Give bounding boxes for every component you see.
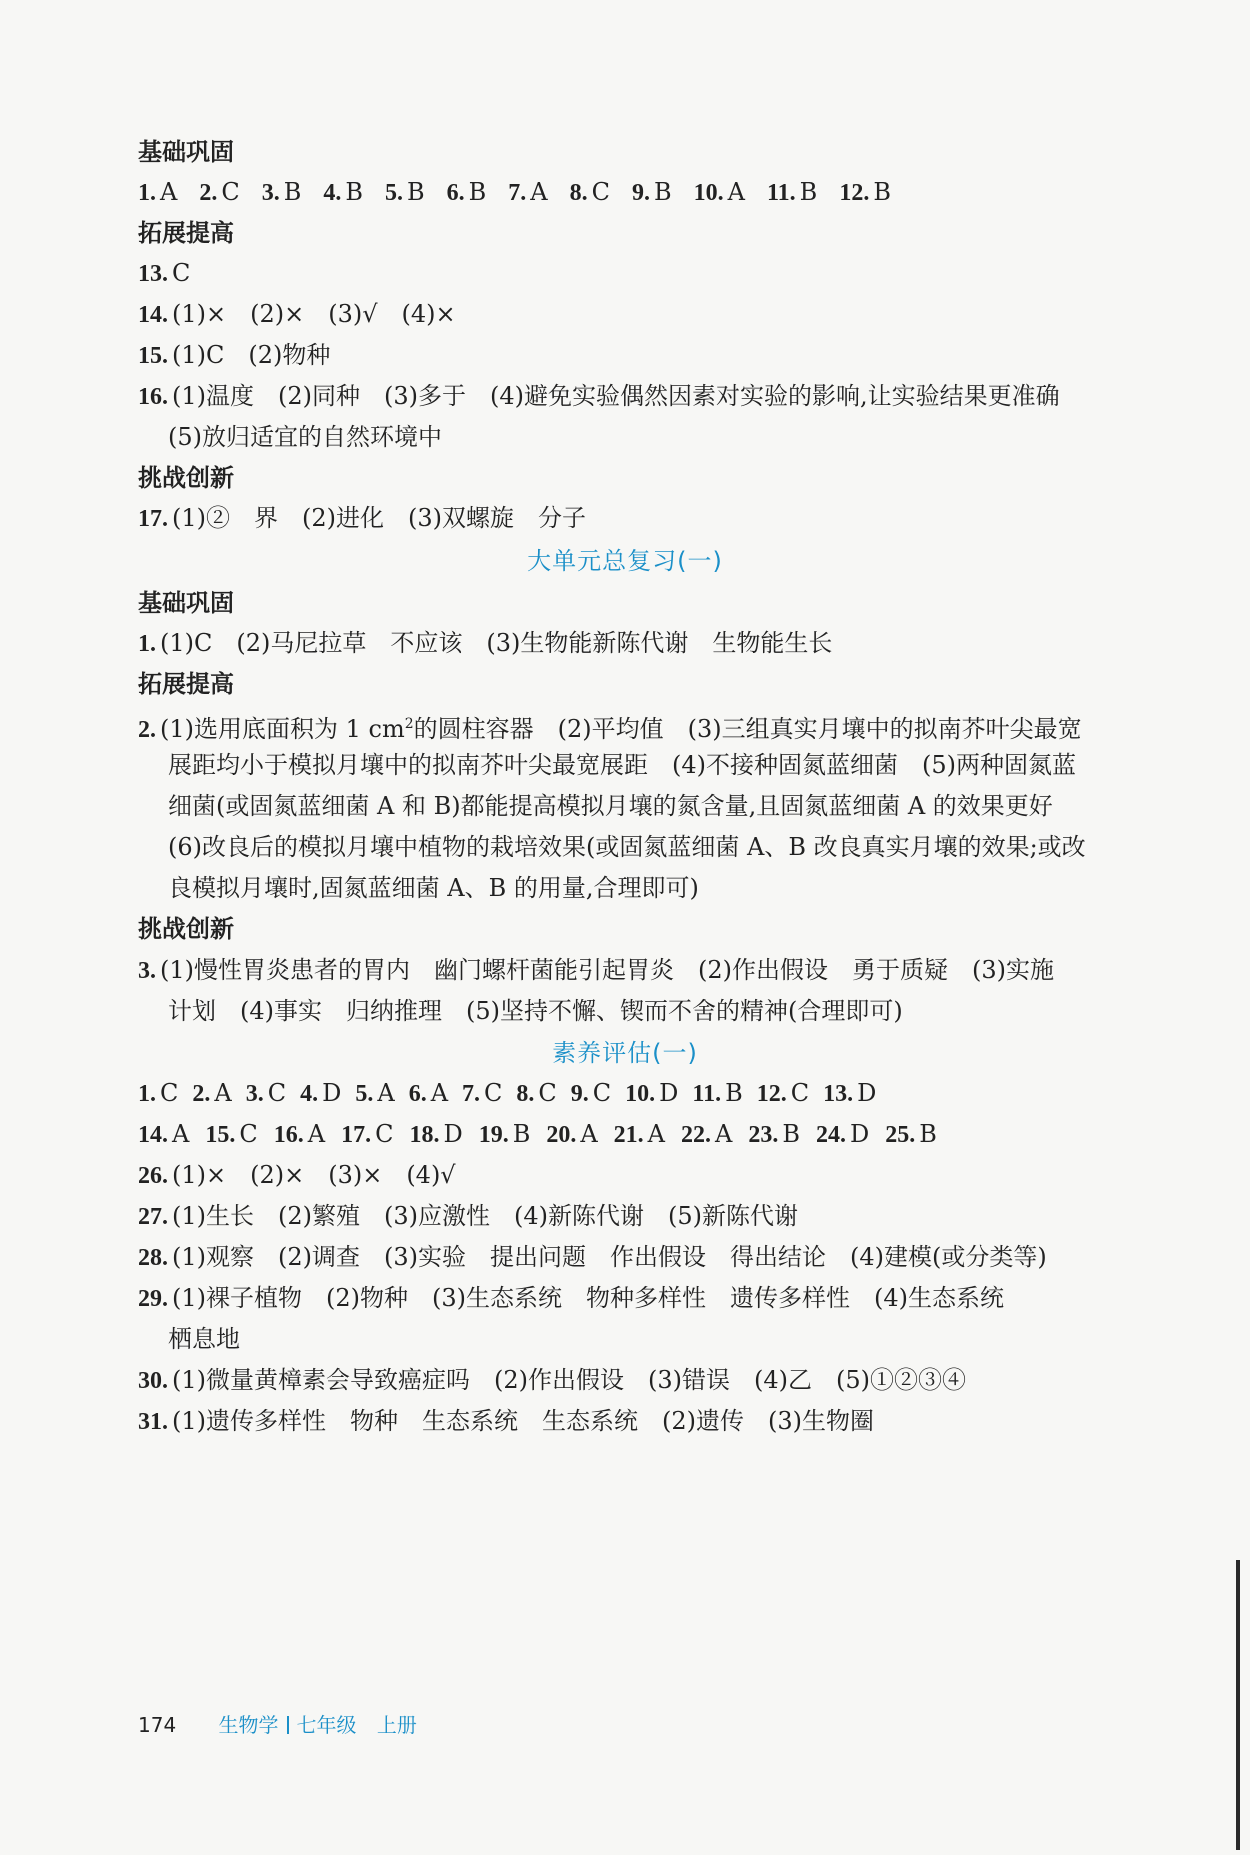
answer-text: (1)裸子植物 (2)物种 (3)生态系统 物种多样性 遗传多样性 (4)生态系统: [172, 1284, 1004, 1312]
answer-choice: C: [591, 178, 610, 206]
question-number: 9.: [570, 1081, 589, 1107]
question-number: 13.: [823, 1081, 854, 1107]
question-number: 4.: [323, 180, 342, 206]
answer-item: [479, 1119, 531, 1150]
review-answer-3-line2: 计划 (4)事实 归纳推理 (5)坚持不懈、锲而不舍的精神(合理即可): [168, 997, 903, 1025]
answer-13: [138, 258, 1170, 289]
question-number: 16.: [138, 384, 168, 410]
question-number: 14.: [138, 302, 168, 328]
question-number: 2.: [192, 1081, 211, 1107]
answer-choice: A: [377, 1079, 395, 1107]
answer-choice: C: [592, 1079, 612, 1107]
answer-item: [681, 1119, 732, 1150]
answer-item: [614, 1119, 665, 1150]
answer-16-continued: (5)放归适宜的自然环境中: [168, 423, 442, 451]
answer-item: [262, 177, 302, 208]
answer-choice: A: [647, 1120, 666, 1148]
assessment-27: [138, 1201, 1170, 1232]
question-number: 3.: [245, 1081, 264, 1107]
answer-choice: D: [857, 1079, 877, 1107]
question-number: 21.: [613, 1122, 644, 1148]
answer-text: (1)× (2)× (3)√ (4)×: [172, 300, 456, 328]
question-number: 6.: [446, 180, 465, 206]
question-number: 8.: [569, 180, 588, 206]
answer-item: [816, 1119, 869, 1150]
superscript: 2: [404, 716, 414, 732]
review-answer-2-line2: 展距均小于模拟月壤中的拟南芥叶尖最宽展距 (4)不接种固氮蓝细菌 (5)两种固氮蓝: [168, 751, 1076, 779]
answer-choice: C: [484, 1079, 503, 1107]
answer-choice: A: [172, 1120, 190, 1148]
question-number: 7.: [462, 1081, 481, 1107]
question-number: 15.: [205, 1122, 236, 1148]
answer-item: [409, 1119, 462, 1150]
answer-choice: B: [283, 178, 302, 206]
question-number: 4.: [300, 1081, 319, 1107]
assessment-row-1: [138, 1078, 1170, 1109]
review-title: 大单元总复习(一): [527, 547, 723, 575]
answer-item: [767, 177, 817, 208]
question-number: 26.: [138, 1163, 168, 1189]
question-number: 17.: [138, 506, 168, 532]
answer-item: [447, 177, 487, 208]
answer-choice: D: [850, 1120, 870, 1148]
question-number: 10.: [693, 180, 724, 206]
assessment-26: [138, 1160, 1170, 1191]
answer-choice: A: [580, 1120, 598, 1148]
answer-item: [409, 1078, 448, 1109]
section-heading: 基础巩固: [138, 589, 234, 617]
question-number: 27.: [138, 1204, 168, 1230]
answer-item: [138, 177, 177, 208]
answer-item: [546, 1119, 597, 1150]
review-answer-1: [138, 628, 1170, 659]
answer-choice: A: [160, 178, 178, 206]
question-number: 28.: [138, 1245, 168, 1271]
question-number: 20.: [546, 1122, 577, 1148]
answer-choice: B: [799, 178, 818, 206]
answer-text: (1)微量黄樟素会导致癌症吗 (2)作出假设 (3)错误 (4)乙 (5)①②③④: [172, 1366, 966, 1394]
answer-choice: A: [727, 178, 745, 206]
question-number: 16.: [273, 1122, 304, 1148]
assessment-29-continued: 栖息地: [168, 1325, 240, 1353]
review-answer-2: [138, 709, 1170, 745]
answer-choice: B: [345, 178, 363, 206]
answer-choice: B: [407, 178, 425, 206]
question-number: 14.: [138, 1122, 168, 1148]
review-answer-2-line3: 细菌(或固氮蓝细菌 A 和 B)都能提高模拟月壤的氮含量,且固氮蓝细菌 A 的效果更好: [168, 792, 1053, 820]
assessment-31: [138, 1406, 1170, 1437]
question-number: 29.: [138, 1286, 168, 1312]
question-number: 7.: [508, 180, 527, 206]
answer-choice: A: [307, 1120, 326, 1148]
assessment-28: [138, 1242, 1170, 1273]
footer-divider: [287, 1716, 289, 1734]
answer-item: [748, 1119, 800, 1150]
question-number: 1.: [138, 180, 156, 206]
answer-choice: C: [375, 1120, 394, 1148]
answer-item: [246, 1078, 286, 1109]
question-number: 30.: [138, 1368, 168, 1394]
answer-choice: B: [512, 1120, 531, 1148]
question-number: 12.: [839, 180, 870, 206]
answer-choice: C: [790, 1079, 810, 1107]
answer-choice: C: [267, 1079, 287, 1107]
section-heading: 拓展提高: [138, 219, 234, 247]
answer-text: (1)选用底面积为 1 cm: [160, 715, 405, 743]
answer-choice: C: [221, 178, 240, 206]
answer-choice: D: [322, 1079, 342, 1107]
assessment-30: [138, 1365, 1170, 1396]
question-number: 22.: [681, 1122, 712, 1148]
answer-item: [508, 177, 547, 208]
question-number: 6.: [408, 1081, 427, 1107]
answer-15: [138, 340, 1170, 371]
section-heading: 挑战创新: [138, 464, 234, 492]
page-edge-shadow: [1236, 1560, 1240, 1850]
answer-text: (1)② 界 (2)进化 (3)双螺旋 分子: [172, 504, 586, 532]
answer-item: [694, 177, 745, 208]
answer-item: [300, 1078, 341, 1109]
answer-16: [138, 381, 1170, 412]
page-footer: [138, 1712, 417, 1738]
answer-item: [355, 1078, 394, 1109]
answer-item: [138, 1119, 189, 1150]
answer-item: [385, 177, 425, 208]
question-number: 31.: [138, 1409, 168, 1435]
question-number: 18.: [409, 1122, 440, 1148]
answer-choice: B: [782, 1120, 800, 1148]
answer-choice: A: [715, 1120, 733, 1148]
section-heading: 基础巩固: [138, 138, 234, 166]
volume-label: 上册: [376, 1713, 417, 1737]
answer-text: (1)C (2)马尼拉草 不应该 (3)生物能新陈代谢 生物能生长: [160, 629, 833, 657]
answer-text: (1)观察 (2)调查 (3)实验 提出问题 作出假设 得出结论 (4)建模(或分类等): [172, 1243, 1047, 1271]
question-number: 1.: [138, 1081, 156, 1107]
question-number: 13.: [138, 261, 168, 287]
question-number: 3.: [261, 180, 280, 206]
answer-choice: D: [659, 1079, 679, 1107]
review-answer-2-line4: (6)改良后的模拟月壤中植物的栽培效果(或固氮蓝细菌 A、B 改良真实月壤的效果;或改: [168, 833, 1086, 861]
answer-text: (1)遗传多样性 物种 生态系统 生态系统 (2)遗传 (3)生物圈: [172, 1407, 874, 1435]
answer-item: [205, 1119, 257, 1150]
page-number: 174: [138, 1713, 177, 1737]
answer-item: [632, 177, 672, 208]
answer-item: [199, 177, 239, 208]
section-heading: 拓展提高: [138, 670, 234, 698]
answer-item: [571, 1078, 611, 1109]
answer-item: [823, 1078, 876, 1109]
answer-choice: B: [468, 178, 487, 206]
answer-14: [138, 299, 1170, 330]
answer-text: (1)C (2)物种: [172, 341, 331, 369]
section-heading: 挑战创新: [138, 915, 234, 943]
question-number: 5.: [385, 180, 403, 206]
answer-choice: D: [443, 1120, 463, 1148]
answer-choice: A: [214, 1079, 232, 1107]
answer-item: [692, 1078, 742, 1109]
answer-choice: C: [538, 1079, 557, 1107]
answer-choice: B: [919, 1120, 937, 1148]
question-number: 2.: [199, 180, 218, 206]
answer-item: [323, 177, 363, 208]
answer-item: [570, 177, 610, 208]
answer-text: 的圆柱容器 (2)平均值 (3)三组真实月壤中的拟南芥叶尖最宽: [413, 715, 1082, 743]
question-number: 25.: [885, 1122, 916, 1148]
answer-17: [138, 503, 1170, 534]
assessment-row-2: [138, 1119, 1170, 1150]
answer-choice: B: [654, 178, 672, 206]
question-number: 2.: [138, 717, 156, 743]
answer-text: (1)温度 (2)同种 (3)多于 (4)避免实验偶然因素对实验的影响,让实验结果更准确: [172, 382, 1060, 410]
answer-text: (1)慢性胃炎患者的胃内 幽门螺杆菌能引起胃炎 (2)作出假设 勇于质疑 (3)实施: [160, 956, 1054, 984]
answer-text: (1)生长 (2)繁殖 (3)应激性 (4)新陈代谢 (5)新陈代谢: [172, 1202, 798, 1230]
review-answer-2-line5: 良模拟月壤时,固氮蓝细菌 A、B 的用量,合理即可): [168, 874, 699, 902]
answer-item: [839, 177, 891, 208]
question-number: 19.: [478, 1122, 509, 1148]
answer-choice: A: [530, 178, 548, 206]
answer-choice: A: [430, 1079, 449, 1107]
question-number: 24.: [816, 1122, 846, 1148]
answer-item: [138, 1078, 178, 1109]
answer-text: C: [172, 259, 191, 287]
answer-item: [462, 1078, 502, 1109]
answer-choice: C: [239, 1120, 258, 1148]
question-number: 15.: [138, 343, 168, 369]
basic-answers-row: [138, 177, 1170, 208]
answer-choice: B: [725, 1079, 743, 1107]
answer-text: (1)× (2)× (3)× (4)√: [172, 1161, 456, 1189]
answer-item: [757, 1078, 809, 1109]
answer-item: [192, 1078, 231, 1109]
answer-item: [625, 1078, 678, 1109]
question-number: 9.: [632, 180, 650, 206]
assessment-29: [138, 1283, 1170, 1314]
question-number: 5.: [355, 1081, 374, 1107]
question-number: 1.: [138, 631, 156, 657]
answer-item: [885, 1119, 937, 1150]
answer-item: [516, 1078, 556, 1109]
question-number: 17.: [341, 1122, 372, 1148]
grade-label: 七年级: [296, 1713, 357, 1737]
question-number: 10.: [625, 1081, 656, 1107]
review-answer-3: [138, 955, 1170, 986]
question-number: 11.: [692, 1081, 722, 1107]
answer-item: [341, 1119, 393, 1150]
question-number: 3.: [138, 958, 156, 984]
question-number: 11.: [766, 180, 796, 206]
question-number: 8.: [516, 1081, 535, 1107]
answer-choice: C: [160, 1079, 179, 1107]
subject-label: 生物学: [218, 1713, 279, 1737]
question-number: 12.: [756, 1081, 787, 1107]
assessment-title: 素养评估(一): [552, 1039, 698, 1067]
question-number: 23.: [748, 1122, 779, 1148]
answer-item: [274, 1119, 325, 1150]
answer-choice: B: [873, 178, 891, 206]
